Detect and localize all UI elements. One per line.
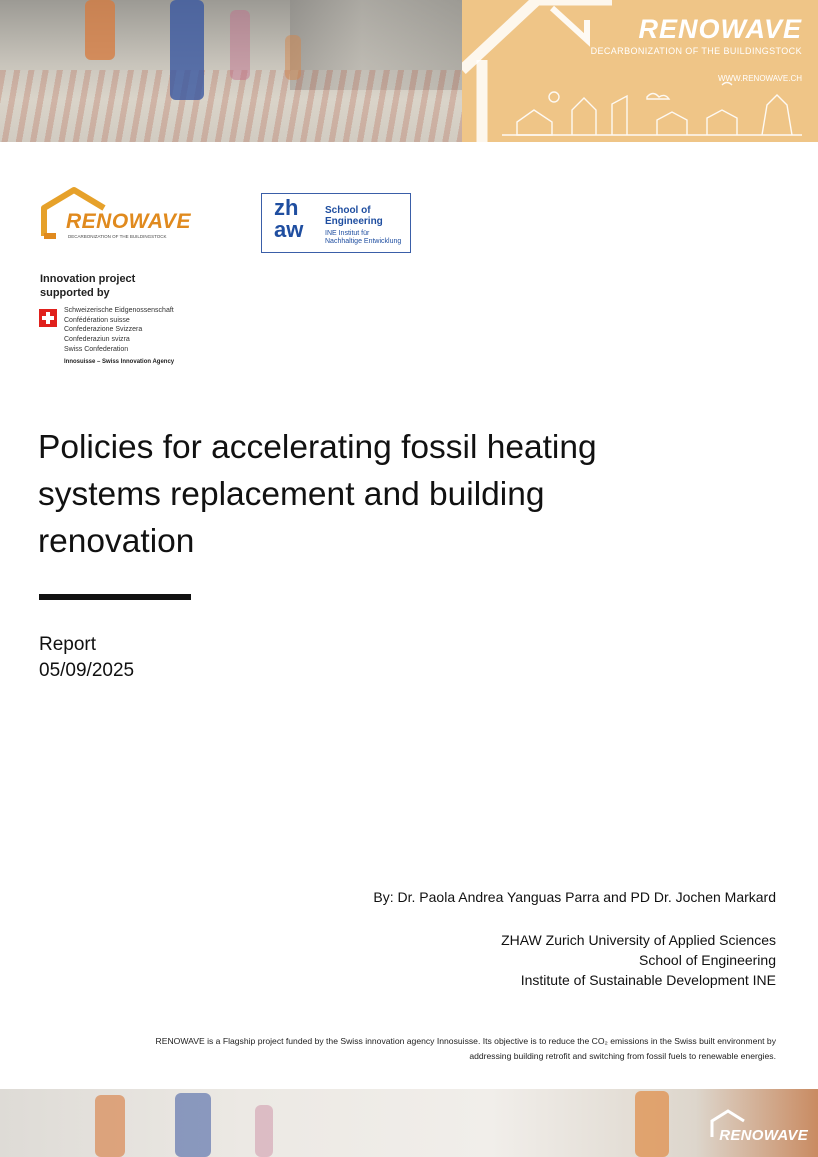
banner-worker-figure <box>230 10 250 80</box>
renowave-logo-name: RENOWAVE <box>66 210 191 233</box>
innosuisse-agency-label: Innosuisse – Swiss Innovation Agency <box>64 359 175 365</box>
banner-worker-figure <box>85 0 115 60</box>
footer-worker-figure <box>255 1105 273 1157</box>
affiliation-line: ZHAW Zurich University of Applied Sciences <box>501 932 776 948</box>
banner-photo-floor <box>0 70 520 142</box>
funding-note: RENOWAVE is a Flagship project funded by the Swiss innovation agency Innosuisse. Its objective is to reduce the CO₂ emissions in the Swiss built environment by addressing building retrofit and switching from fossil fuels to renewable energies. <box>155 1036 776 1061</box>
swiss-flag-icon <box>39 309 57 327</box>
banner-brand-title: RENOWAVE <box>638 14 802 44</box>
document-date: 05/09/2025 <box>39 660 135 681</box>
footer-worker-figure <box>175 1093 211 1157</box>
banner-brand-tagline: DECARBONIZATION OF THE BUILDINGSTOCK <box>590 46 802 56</box>
footer-renowave-logo: RENOWAVE <box>719 1127 808 1144</box>
zhaw-mark-top: zh <box>274 195 299 220</box>
affiliation-line: Institute of Sustainable Development INE <box>520 972 776 988</box>
swiss-confederation-label: Swiss Confederation <box>64 346 129 353</box>
footer-worker-figure <box>95 1095 125 1157</box>
renowave-logo <box>38 186 191 246</box>
support-heading: Innovation project supported by <box>40 273 136 299</box>
title-underline-rule <box>39 594 191 600</box>
document-authors: By: Dr. Paola Andrea Yanguas Parra and PD Dr. Jochen Markard <box>373 889 776 905</box>
footer-worker-figure <box>635 1091 669 1157</box>
document-type: Report <box>39 634 97 655</box>
footer-photo-strip <box>0 1089 818 1157</box>
banner-website-link[interactable]: WWW.RENOWAVE.CH <box>718 74 802 83</box>
document-title: Policies for accelerating fossil heating systems replacement and building renovation <box>38 429 597 560</box>
renowave-logo-tagline: DECARBONIZATION OF THE BUILDINGSTOCK <box>68 234 167 239</box>
zhaw-institute-name: INE Institut für Nachhaltige Entwicklung <box>325 230 402 245</box>
banner-worker-figure <box>285 35 301 80</box>
banner-worker-figure <box>170 0 204 100</box>
affiliation-block <box>501 930 776 990</box>
zhaw-school-name: School of Engineering <box>325 205 383 227</box>
affiliation-line: School of Engineering <box>639 952 776 968</box>
header-banner <box>0 0 818 142</box>
confederation-names: Schweizerische Eidgenossenschaft Confédération suisse Confederazione Svizzera Confederaziun svizra <box>64 307 174 343</box>
zhaw-mark-bottom: aw <box>274 217 304 242</box>
zhaw-logo <box>261 193 411 253</box>
